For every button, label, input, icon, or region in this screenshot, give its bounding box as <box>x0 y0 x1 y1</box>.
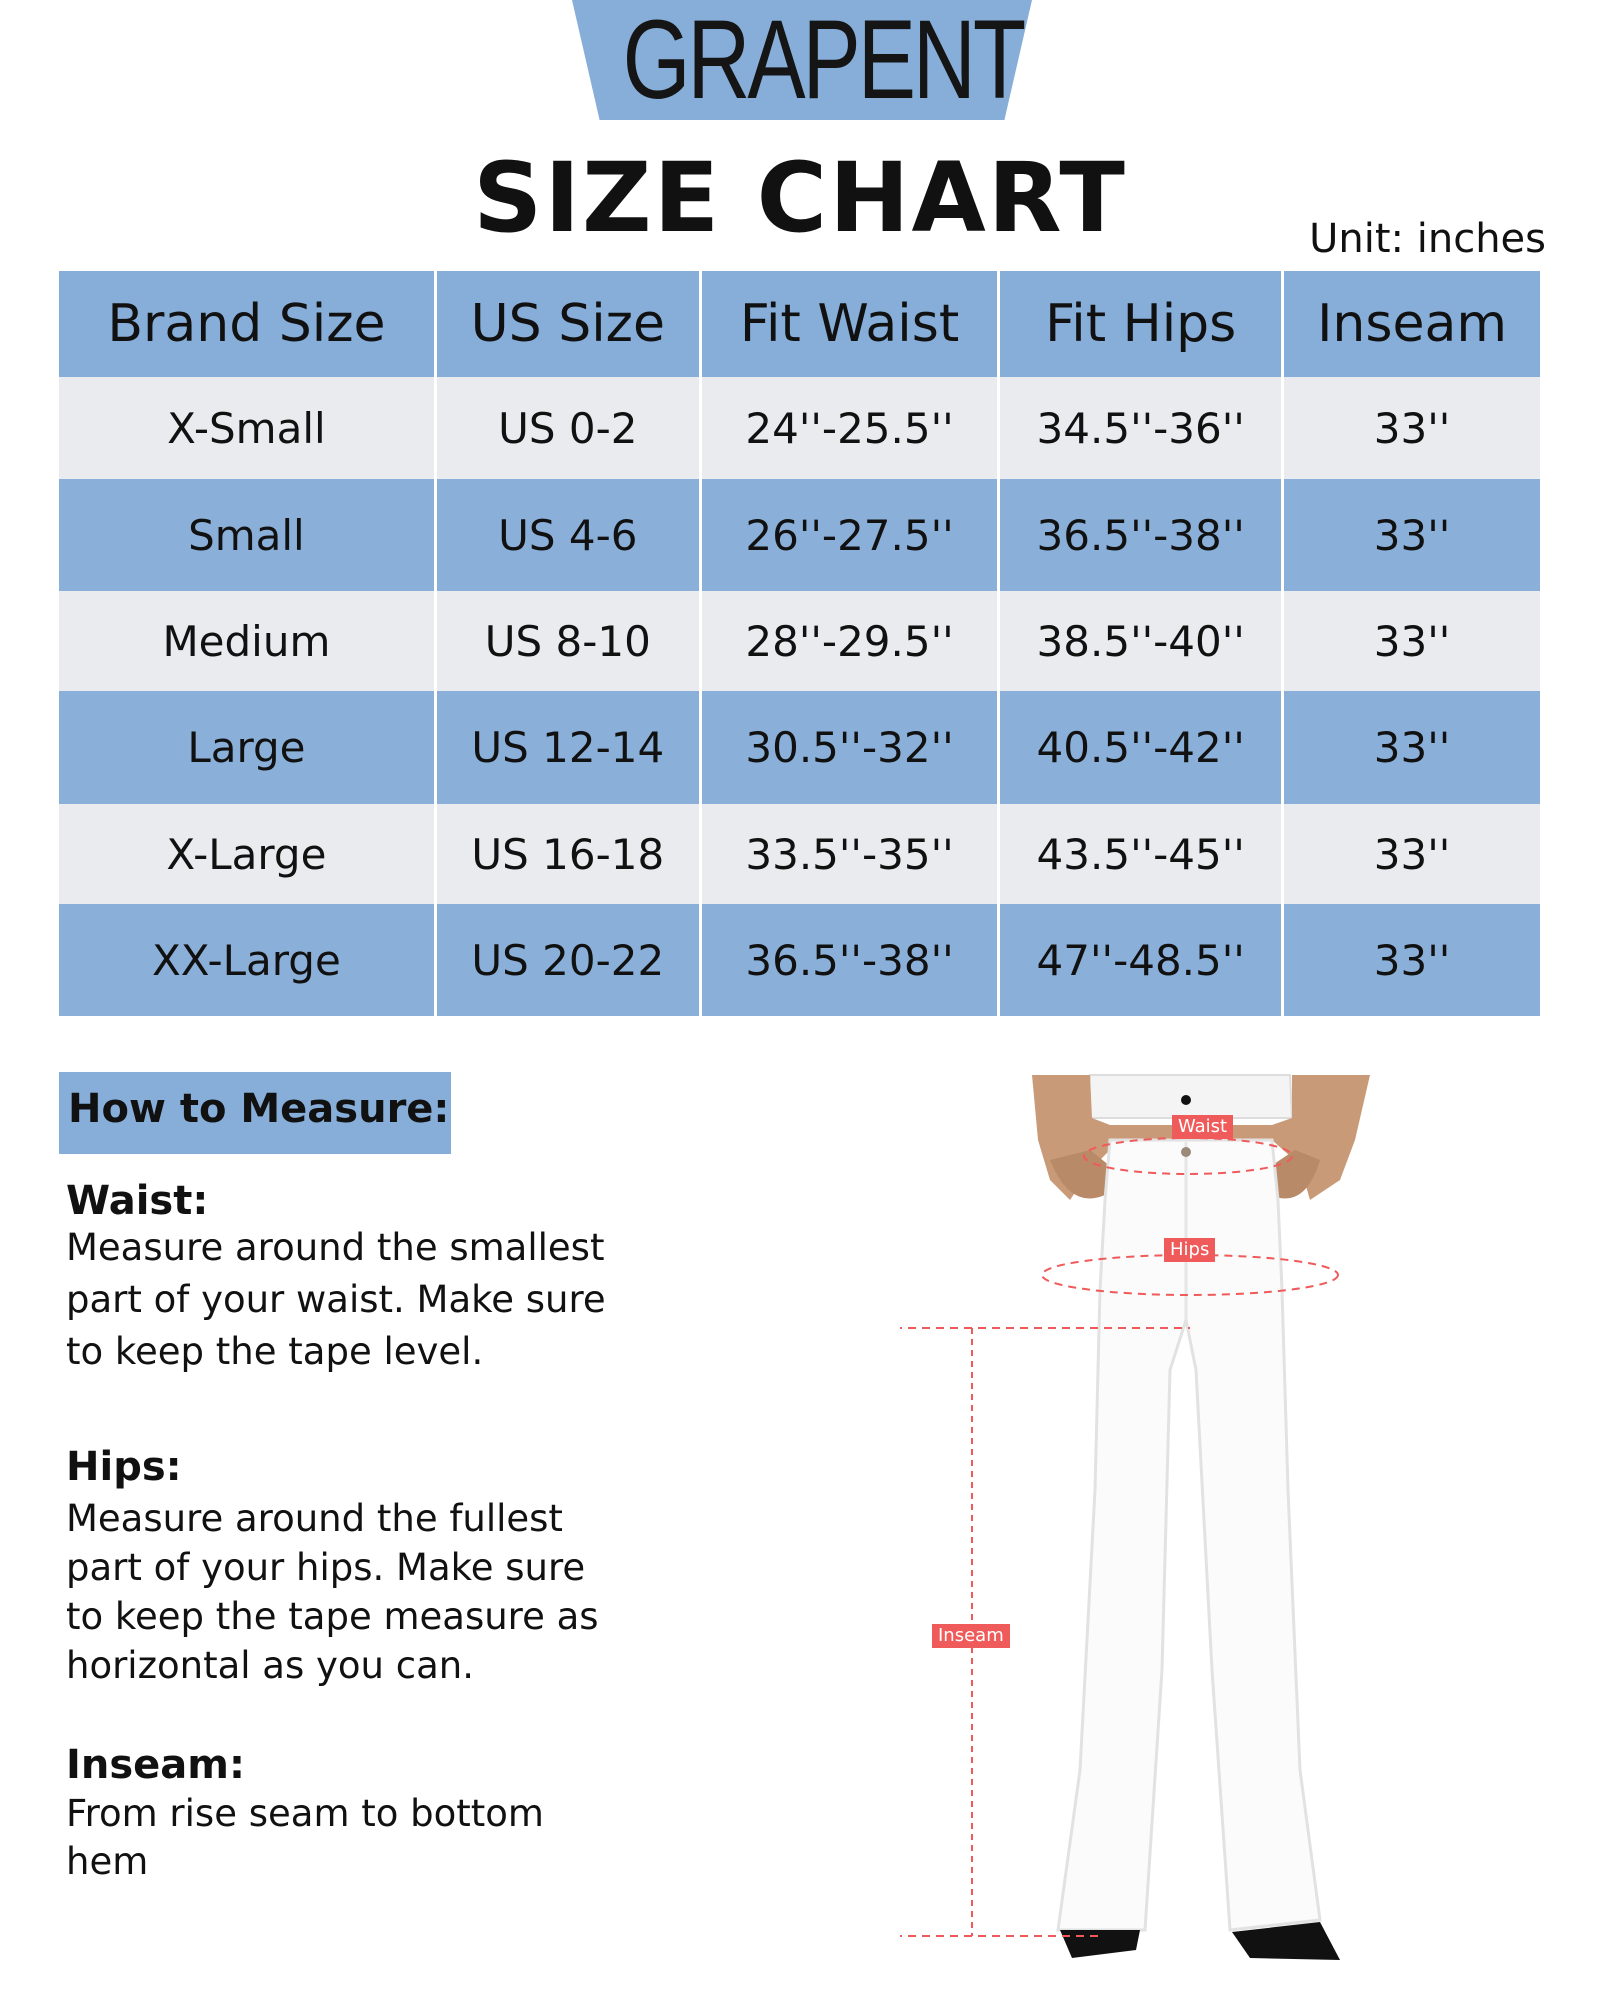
cell-brand-size: Large <box>59 691 434 804</box>
text-line: to keep the tape measure as <box>66 1595 599 1638</box>
unit-label: Unit: inches <box>1309 216 1546 262</box>
text-line: to keep the tape level. <box>66 1330 484 1373</box>
cell-fit-hips: 34.5''-36'' <box>1000 377 1281 479</box>
table-row <box>59 691 1540 804</box>
cell-fit-hips: 38.5''-40'' <box>1000 591 1281 691</box>
cell-us-size: US 8-10 <box>437 591 699 691</box>
hips-tag: Hips <box>1164 1238 1215 1262</box>
cell-fit-waist: 30.5''-32'' <box>702 691 998 804</box>
inseam-text <box>66 1790 626 1886</box>
cell-inseam: 33'' <box>1284 479 1540 591</box>
cell-fit-waist: 28''-29.5'' <box>702 591 998 691</box>
cell-fit-hips: 43.5''-45'' <box>1000 804 1281 904</box>
table-row <box>59 591 1540 691</box>
text-line: part of your waist. Make sure <box>66 1278 606 1321</box>
cell-us-size: US 4-6 <box>437 479 699 591</box>
measurement-figure <box>900 1070 1460 2000</box>
text-line: hem <box>66 1840 149 1883</box>
header-inseam: Inseam <box>1284 271 1540 377</box>
text-line: From rise seam to bottom <box>66 1792 544 1835</box>
cell-us-size: US 0-2 <box>437 377 699 479</box>
text-line: Measure around the smallest <box>66 1226 605 1269</box>
cell-us-size: US 16-18 <box>437 804 699 904</box>
table-row <box>59 377 1540 479</box>
table-header-row <box>59 271 1540 377</box>
cell-inseam: 33'' <box>1284 804 1540 904</box>
hips-title: Hips: <box>66 1444 182 1490</box>
pants-illustration <box>900 1070 1460 2000</box>
cell-inseam: 33'' <box>1284 591 1540 691</box>
cell-fit-hips: 47''-48.5'' <box>1000 904 1281 1016</box>
text-line: horizontal as you can. <box>66 1644 474 1687</box>
cell-fit-waist: 33.5''-35'' <box>702 804 998 904</box>
cell-fit-waist: 36.5''-38'' <box>702 904 998 1016</box>
cell-brand-size: X-Large <box>59 804 434 904</box>
waist-title: Waist: <box>66 1178 209 1224</box>
cell-inseam: 33'' <box>1284 377 1540 479</box>
cell-us-size: US 20-22 <box>437 904 699 1016</box>
table-row <box>59 804 1540 904</box>
header-fit-hips: Fit Hips <box>1000 271 1281 377</box>
cell-brand-size: XX-Large <box>59 904 434 1016</box>
inseam-tag: Inseam <box>932 1624 1010 1648</box>
cell-inseam: 33'' <box>1284 904 1540 1016</box>
cell-fit-hips: 36.5''-38'' <box>1000 479 1281 591</box>
waist-text <box>66 1222 626 1378</box>
size-table <box>56 271 1543 1016</box>
cell-inseam: 33'' <box>1284 691 1540 804</box>
how-to-measure-heading: How to Measure: <box>68 1086 450 1132</box>
waist-tag: Waist <box>1172 1115 1233 1139</box>
text-line: Measure around the fullest <box>66 1497 563 1540</box>
cell-us-size: US 12-14 <box>437 691 699 804</box>
cell-brand-size: Small <box>59 479 434 591</box>
brand-logo: GRAPENT <box>622 0 1024 122</box>
cell-fit-waist: 24''-25.5'' <box>702 377 998 479</box>
header-fit-waist: Fit Waist <box>702 271 998 377</box>
header-brand-size: Brand Size <box>59 271 434 377</box>
cell-fit-waist: 26''-27.5'' <box>702 479 998 591</box>
page-title: SIZE CHART <box>473 142 1127 254</box>
inseam-title: Inseam: <box>66 1742 245 1788</box>
cell-fit-hips: 40.5''-42'' <box>1000 691 1281 804</box>
cell-brand-size: Medium <box>59 591 434 691</box>
table-row <box>59 479 1540 591</box>
text-line: part of your hips. Make sure <box>66 1546 586 1589</box>
cell-brand-size: X-Small <box>59 377 434 479</box>
hips-text <box>66 1494 626 1690</box>
table-row <box>59 904 1540 1016</box>
header-us-size: US Size <box>437 271 699 377</box>
